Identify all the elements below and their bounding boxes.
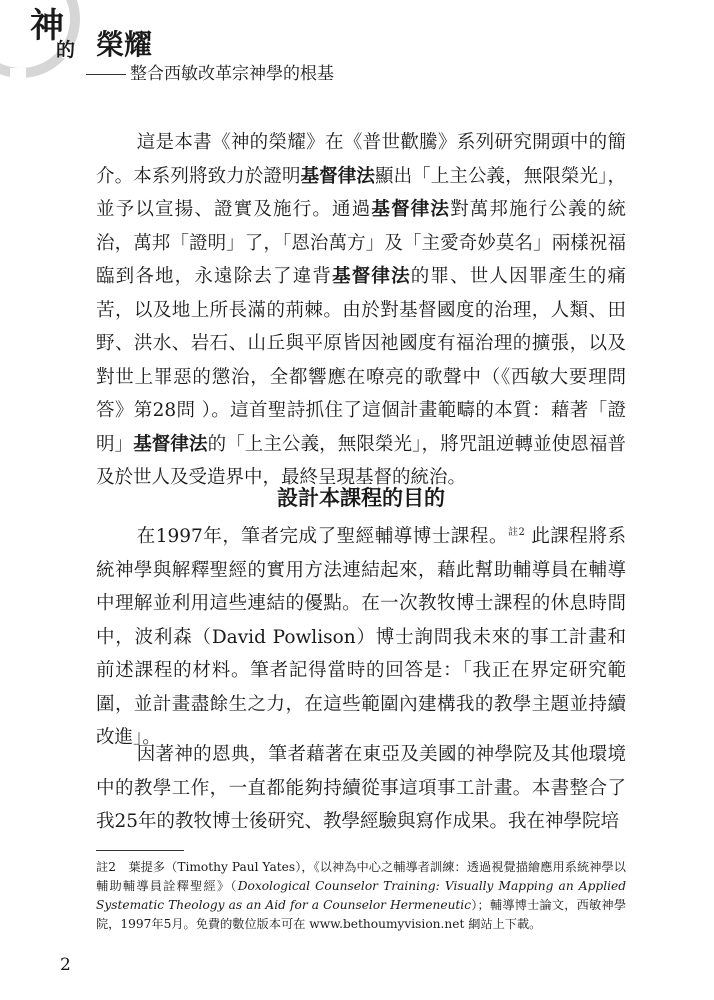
footnote-english-title: Doxological Counselor Training: Visually Mapping an Applied Systematic Theology as an Aid for a Counselor Hermeneutic bbox=[96, 879, 627, 912]
footnote: 註2 葉提多（Timothy Paul Yates），《以神為中心之輔導者訓練：透過視覺描繪應用系統神學以輔助輔導員詮釋聖經》（Doxological Counselor Training: Visually Mapping an Applied Systematic Theology as an Aid for a Counselor Hermeneutic）；輔導博士論文，西敏神學院，1997年5月。免費的數位版本可在 www.bethoumyvision.net 網站上下載。 bbox=[96, 860, 627, 931]
header-title-char-1: 神 bbox=[30, 6, 64, 46]
page-number: 2 bbox=[60, 955, 71, 975]
header-title-char-2: 的 bbox=[56, 39, 76, 61]
header-subtitle: 整合西敏改革宗神學的根基 bbox=[130, 64, 334, 84]
section-paragraph-1: 在1997年，筆者完成了聖經輔導博士課程。$^{註2}$ 此課程將系統神學與解釋聖經的實用方法連結起來，藉此幫助輔導員在輔導中理解並利用這些連結的優點。在一次教牧博士課程的休息時間中，波利森（David Powlison）博士詢問我未來的事工計畫和前述課程的材料。筆者記得當時的回答是：「我正在界定研究範圍，並計畫盡餘生之力，在這些範圍內建構我的教學主題並持續改進」。 bbox=[96, 526, 626, 748]
footnote-rule bbox=[96, 850, 184, 851]
ring-gap bbox=[10, 68, 26, 88]
footnote-ref: 註2 bbox=[508, 526, 525, 538]
section-heading: 設計本課程的目的 bbox=[277, 486, 445, 510]
emphasis-christ-law: 基督律法 bbox=[133, 433, 208, 455]
header-title-rest: 榮耀 bbox=[96, 28, 153, 61]
emphasis-christ-law: 基督律法 bbox=[300, 165, 375, 187]
emphasis-christ-law: 基督律法 bbox=[332, 266, 411, 287]
intro-paragraph: 這是本書《神的榮耀》在《普世歡騰》系列研究開頭中的簡介。本系列將致力於證明基督律法顯出「上主公義，無限榮光」，並予以宣揚、證實及施行。通過基督律法對萬邦施行公義的統治，萬邦「證明」了，「恩治萬方」及「主愛奇妙莫名」兩樣祝福臨到各地，永遠除去了違背基督律法的罪、世人因罪產生的痛苦，以及地上所長滿的荊棘。由於對基督國度的治理，人類、田野、洪水、岩石、山丘與平原皆因祂國度有福治理的擴張，以及對世上罪惡的懲治，全都響應在嘹亮的歌聲中（《西敏大要理問答》第28問 ）。這首聖詩抓住了這個計畫範疇的本質：藉著「證明」基督律法的「上主公義，無限榮光」，將咒詛逆轉並使恩福普及於世人及受造界中，最終呈現基督的統治。 bbox=[96, 132, 626, 488]
section-paragraph-2: 因著神的恩典，筆者藉著在東亞及美國的神學院及其他環境中的教學工作，一直都能夠持續從事這項事工計畫。本書整合了我25年的教牧博士後研究、教學經驗與寫作成果。我在神學院培 bbox=[96, 744, 626, 832]
emphasis-christ-law: 基督律法 bbox=[371, 199, 451, 220]
header-dash bbox=[86, 74, 126, 75]
